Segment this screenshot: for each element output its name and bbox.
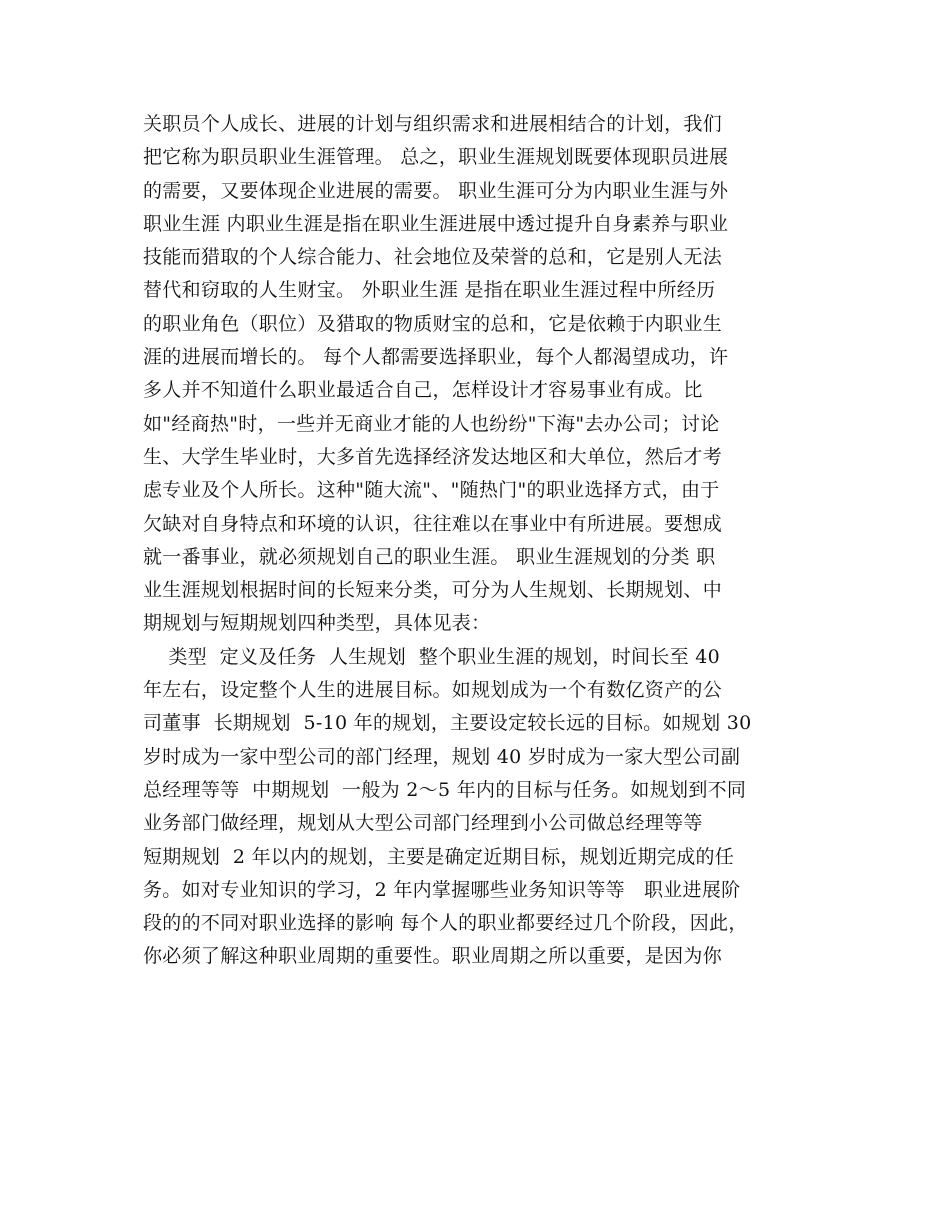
text-line: 类型 定义及任务 人生规划 整个职业生涯的规划，时间长至 40 <box>143 645 721 668</box>
text-line: 年左右，设定整个人生的进展目标。如规划成为一个有数亿资产的公 <box>143 679 723 702</box>
body-text <box>143 108 813 974</box>
text-line: 如"经商热"时，一些并无商业才能的人也纷纷"下海"去办公司；讨论 <box>143 412 720 435</box>
text-line: 业务部门做经理，规划从大型公司部门经理到小公司做总经理等等 <box>143 812 703 835</box>
text-line: 务。如对专业知识的学习，2 年内掌握哪些业务知识等等 职业进展阶 <box>143 878 741 901</box>
text-line: 短期规划 2 年以内的规划，主要是确定近期目标，规划近期完成的任 <box>143 845 735 868</box>
text-line: 你必须了解这种职业周期的重要性。职业周期之所以重要，是因为你 <box>143 945 723 968</box>
text-line: 岁时成为一家中型公司的部门经理，规划 40 岁时成为一家大型公司副 <box>143 745 741 768</box>
text-line: 把它称为职员职业生涯管理。 总之，职业生涯规划既要体现职员进展 <box>143 146 729 169</box>
text-line: 欠缺对自身特点和环境的认识，往往难以在事业中有所进展。要想成 <box>143 512 723 535</box>
text-line: 就一番事业，就必须规划自己的职业生涯。 职业生涯规划的分类 职 <box>143 545 716 568</box>
text-line: 替代和窃取的人生财宝。 外职业生涯 是指在职业生涯过程中所经历 <box>143 279 716 302</box>
text-line: 职业生涯 内职业生涯是指在职业生涯进展中透过提升自身素养与职业 <box>143 212 729 235</box>
text-line: 的需要，又要体现企业进展的需要。 职业生涯可分为内职业生涯与外 <box>143 179 729 202</box>
text-line: 生、大学生毕业时，大多首先选择经济发达地区和大单位，然后才考 <box>143 445 723 468</box>
text-line: 段的的不同对职业选择的影响 每个人的职业都要经过几个阶段，因此， <box>143 912 748 935</box>
text-line: 的职业角色（职位）及猎取的物质财宝的总和，它是依赖于内职业生 <box>143 312 723 335</box>
text-line: 涯的进展而增长的。 每个人都需要选择职业，每个人都渴望成功，许 <box>143 346 729 369</box>
text-line: 多人并不知道什么职业最适合自己，怎样设计才容易事业有成。比 <box>143 379 703 402</box>
text-line: 司董事 长期规划 5-10 年的规划，主要设定较长远的目标。如规划 30 <box>143 712 752 735</box>
text-line: 期规划与短期规划四种类型，具体见表： <box>143 612 491 635</box>
text-line: 技能而猎取的个人综合能力、社会地位及荣誉的总和，它是别人无法 <box>143 246 723 269</box>
text-line: 总经理等等 中期规划 一般为 2～5 年内的目标与任务。如规划到不同 <box>143 778 747 801</box>
text-line: 业生涯规划根据时间的长短来分类，可分为人生规划、长期规划、中 <box>143 579 723 602</box>
text-line: 虑专业及个人所长。这种"随大流"、"随热门"的职业选择方式，由于 <box>143 479 720 502</box>
text-line: 关职员个人成长、进展的计划与组织需求和进展相结合的计划，我们 <box>143 113 723 135</box>
